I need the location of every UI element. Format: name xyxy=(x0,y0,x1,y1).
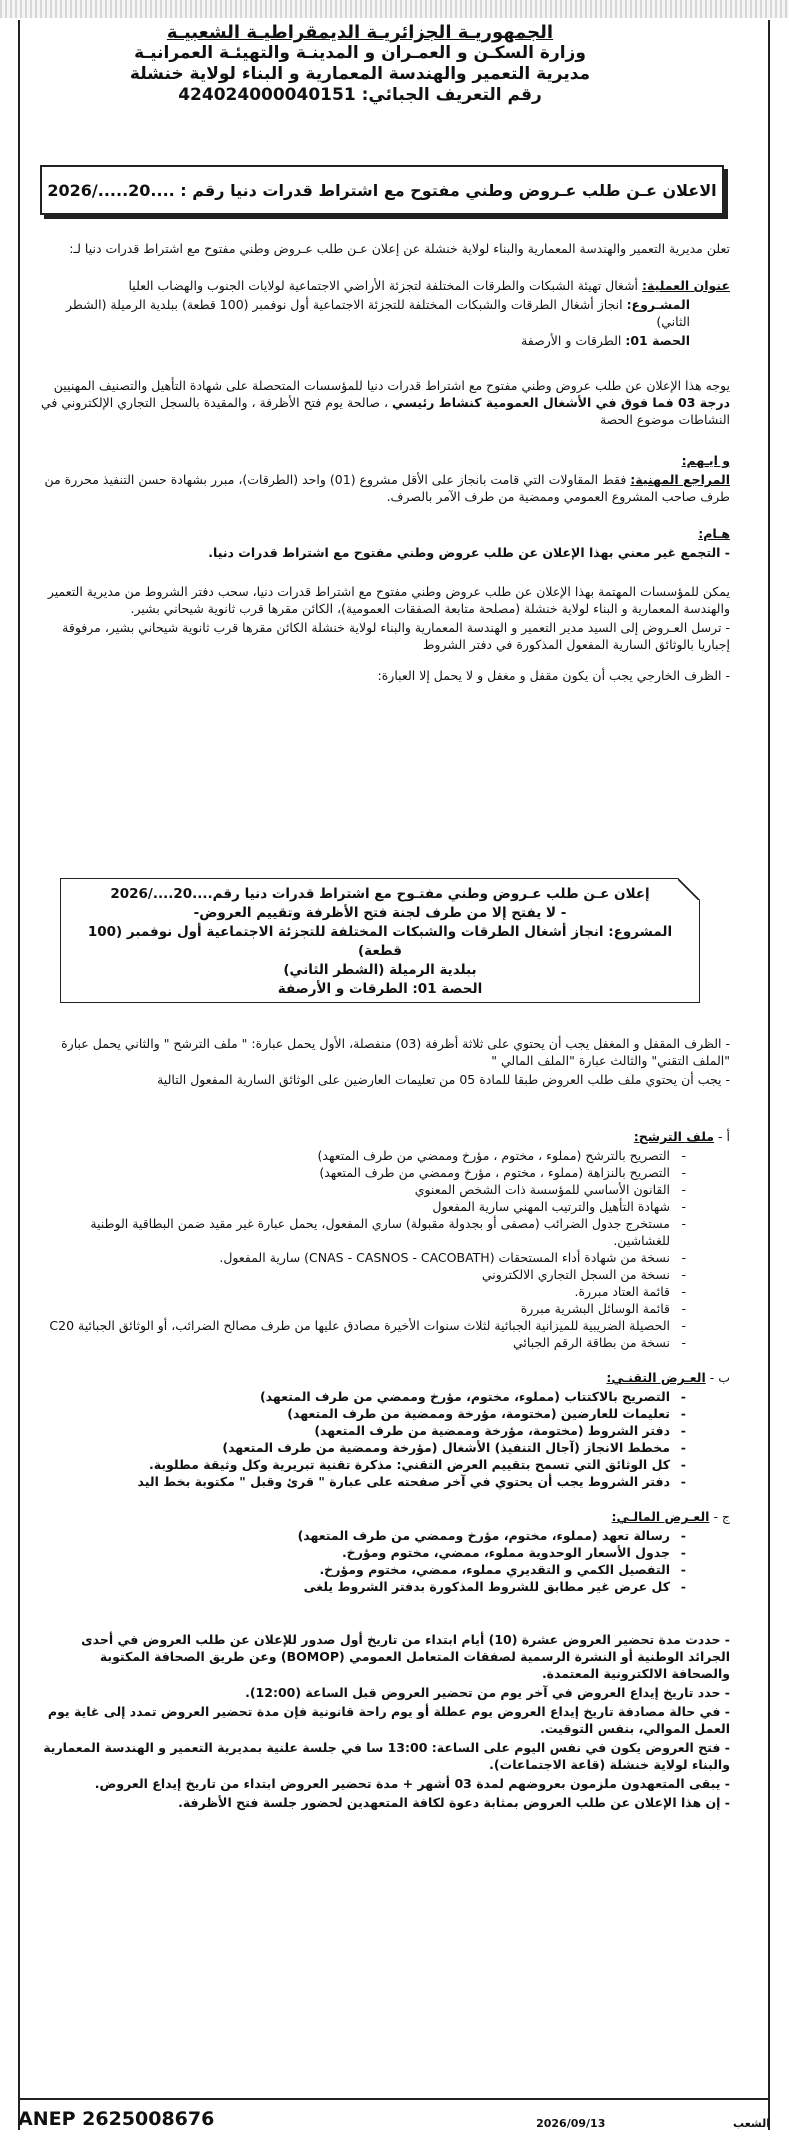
term-opening: - فتح العروض يكون في نفس اليوم على الساعة: 13:00 سا في جلسة علنية بمديرية التعمير و الهندسة المعمارية والبناء لولاية خنشلة (قاعة الاجتماعات). xyxy=(43,1740,730,1772)
financial-heading xyxy=(40,1508,730,1525)
tax-id: رقم التعريف الجبائي: 424024000040151 xyxy=(178,85,542,105)
term-deadline: - حددت مدة تحضير العروض عشرة (10) أيام ابتداء من تاريخ أول صدور للإعلان عن طلب العروض في أحدى الجرائد الوطنية أو النشرة الرسمية لصفقات المتعامل العمومي (BOMOP) وعن طريق الصحافة المكتوبة والصحافة الالكترونية المعتمدة. xyxy=(81,1632,730,1681)
addressed-to xyxy=(40,377,730,428)
send-text: - ترسل العـروض إلى السيد مدير التعمير و الهندسة المعمارية والبناء لولاية خنشلة الكائن مقرها قرب ثانوية شيحاني بشير، مرفوقة إجباريا بالوثائق السارية المفعول المذكورة في دفتر الشروط xyxy=(62,620,730,652)
project-line xyxy=(40,296,730,330)
publication-date: 2026/09/13 xyxy=(536,2117,606,2130)
candidacy-heading xyxy=(40,1128,730,1145)
important-text: - التجمع غير معني بهذا الإعلان عن طلب عروض وطني مفتوح مع اشتراط قدرات دنيا. xyxy=(208,545,730,560)
operation-label: عنوان العملية: xyxy=(642,278,730,293)
list-item: - قائمة الوسائل البشرية مبررة xyxy=(40,1300,670,1317)
folded-corner xyxy=(678,878,700,900)
notice-title-text: الاعلان عـن طلب عـروض وطني مفتوح مع اشتراط قدرات دنيا رقم : ....20...../2026 xyxy=(47,180,717,200)
paper-name: الشعب xyxy=(733,2117,770,2130)
envelope-rule-2: - يجب أن يحتوي ملف طلب العروض طبقا للمادة 05 من تعليمات العارضين على الوثائق السارية المفعول التالية xyxy=(157,1072,730,1087)
project-label: المشـروع: xyxy=(626,297,690,312)
important-heading xyxy=(40,525,730,542)
ministry-name: وزارة السكـن و العمـران و المدينـة والتهيئـة العمرانيـة xyxy=(134,43,586,63)
intro-text: تعلن مديرية التعمير والهندسة المعمارية والبناء لولاية خنشلة عن إعلان عـن طلب عـروض وطني مفتوح مع اشتراط قدرات دنيا لـ: xyxy=(69,241,730,256)
letterhead xyxy=(60,22,660,106)
list-item: - دفتر الشروط (مختومة، مؤرخة وممضية من طرف المتعهد) xyxy=(40,1422,670,1439)
financial-prefix: ج - xyxy=(713,1509,730,1524)
list-item: - التصريح بالترشح (مملوء ، مختوم ، مؤرخ وممضي من طرف المتعهد) xyxy=(40,1147,670,1164)
professional-refs xyxy=(40,471,730,505)
withdraw-text: يمكن للمؤسسات المهتمة بهذا الإعلان عن طلب عروض وطني مفتوح مع اشتراط قدرات دنيا، سحب دفتر الشروط من مديرية التعمير والهندسة المعمارية و البناء لولاية خنشلة (مصلحة متابعة الصفقات العمومية)، الكائن مقرها قرب ثانوية شيحاني بشير. xyxy=(47,584,730,616)
financial-label: العـرض المالـي: xyxy=(611,1509,710,1524)
term-invitation: - إن هذا الإعلان عن طلب العروض بمثابة دعوة لكافة المتعهدين لحضور جلسة فتح الأظرفة. xyxy=(178,1795,730,1810)
list-item: - رسالة تعهد (مملوء، مختوم، مؤرخ وممضي من طرف المتعهد) xyxy=(40,1527,670,1544)
notice-body xyxy=(40,240,730,686)
list-item: - مخطط الانجاز (آجال التنفيذ) الأشغال (مؤرخة وممضية من طرف المتعهد) xyxy=(40,1439,670,1456)
important-label: هـام: xyxy=(698,526,730,541)
addressed-end: ، صالحة يوم فتح الأظرفة ، والمقيدة بالسجل التجاري الإلكتروني في النشاطات موضوع الحصة xyxy=(41,395,730,427)
project-text: انجاز أشغال الطرقات والشبكات المختلفة للتجزئة الاجتماعية أول نوفمبر (100 قطعة) ببلدية الرميلة (الشطر الثاني) xyxy=(65,297,690,329)
refs-label: المراجع المهنية: xyxy=(630,472,730,487)
republic-name: الجمهوريـة الجزائريـة الديمقراطيـة الشعبيـة xyxy=(166,22,554,43)
list-item: - نسخة من بطاقة الرقم الجبائي xyxy=(40,1334,670,1351)
technical-heading xyxy=(40,1369,730,1386)
addressed-p1: يوجه هذا الإعلان عن طلب عروض وطني مفتوح مع اشتراط قدرات دنيا للمؤسسات المتحصلة على شهادة التأهيل والتصنيف المهنيين xyxy=(53,378,730,393)
directorate-name: مديرية التعمير والهندسة المعمارية و البناء لولاية خنشلة xyxy=(129,64,591,84)
list-item: - شهادة التأهيل والترتيب المهني سارية المفعول xyxy=(40,1198,670,1215)
page-footer xyxy=(18,2098,770,2130)
and-heading xyxy=(40,452,730,469)
list-item: - قائمة العتاد مبررة. xyxy=(40,1283,670,1300)
technical-label: العـرض التقنـي: xyxy=(606,1370,706,1385)
scan-edge xyxy=(0,0,789,18)
term-holiday: - في حالة مصادفة تاريخ إيداع العروض يوم عطلة أو يوم راحة قانونية فإن مدة تحضير العروض تمدد إلى غاية يوم العمل الموالي، بنفس التوقيت. xyxy=(47,1704,730,1736)
financial-section xyxy=(40,1508,730,1595)
final-terms xyxy=(40,1631,730,1811)
box-line-4: ببلدية الرميلة (الشطر الثاني) xyxy=(283,962,477,978)
lot-text: الطرقات و الأرصفة xyxy=(521,333,622,348)
notice-body-lower xyxy=(40,1035,730,1813)
list-item: - القانون الأساسي للمؤسسة ذات الشخص المعنوي xyxy=(40,1181,670,1198)
anep-reference: ANEP 2625008676 xyxy=(18,2108,215,2130)
list-item: - التصريح بالنزاهة (مملوء ، مختوم ، مؤرخ وممضي من طرف المتعهد) xyxy=(40,1164,670,1181)
operation-title xyxy=(40,277,730,294)
box-line-1: إعلان عـن طلب عـروض وطني مفتـوح مع اشتراط قدرات دنيا رقم....20..../2026 xyxy=(110,886,650,902)
list-item: - تعليمات للعارضين (مختومة، مؤرخة وممضية من طرف المتعهد) xyxy=(40,1405,670,1422)
candidacy-prefix: أ - xyxy=(718,1129,730,1144)
lot-label: الحصة 01: xyxy=(625,333,690,348)
candidacy-label: ملف الترشح: xyxy=(633,1129,715,1144)
addressed-grade: درجة 03 فما فوق في الأشغال العمومية كنشاط رئيسي xyxy=(392,395,730,410)
list-item: - كل الوثائق التي تسمح بتقييم العرض التقني: مذكرة تقنية تبريرية وكل وثيقة مطلوبة. xyxy=(40,1456,670,1473)
refs-text: فقط المقاولات التي قامت بانجاز على الأقل مشروع (01) واحد (الطرقات)، مبرر بشهادة حسن التنفيذ محررة من طرف صاحب المشروع العمومي وممضية من طرف الآمر بالصرف. xyxy=(44,472,730,504)
operation-text: أشغال تهيئة الشبكات والطرقات المختلفة لتجزئة الأراضي الاجتماعية لولايات الجنوب والهضاب العليا xyxy=(128,278,639,293)
list-item: - الحصيلة الضريبية للميزانية الجبائية لثلاث سنوات الأخيرة مصادق عليها من طرف مصالح الضرائب، أو الوثائق الجبائية C20 xyxy=(40,1317,670,1334)
and-label: و ايـهم: xyxy=(681,453,730,468)
candidacy-section xyxy=(40,1128,730,1351)
envelope-label-box xyxy=(60,878,700,1003)
list-item: - التفصيل الكمي و التقديري مملوء، ممضي، مختوم ومؤرخ. xyxy=(40,1561,670,1578)
box-line-5: الحصة 01: الطرقات و الأرصفة xyxy=(277,981,483,997)
envelope-rule-1: - الظرف المقفل و المغفل يجب أن يحتوي على ثلاثة أظرفة (03) منفصلة، الأول يحمل عبارة: " ملف الترشح " والثاني يحمل عبارة "الملف التقني" والثالث عبارة "الملف المالي " xyxy=(61,1036,730,1068)
technical-prefix: ب - xyxy=(709,1370,730,1385)
list-item: - نسخة من شهادة أداء المستحقات (CNAS - CASNOS - CACOBATH) سارية المفعول. xyxy=(40,1249,670,1266)
notice-title xyxy=(40,165,724,215)
lot-line xyxy=(40,332,730,349)
envelope-note: - الظرف الخارجي يجب أن يكون مقفل و مغفل و لا يحمل إلا العبارة: xyxy=(377,668,730,683)
box-line-3: المشروع: انجاز أشغال الطرقات والشبكات المختلفة للتجزئة الاجتماعية أول نوفمبر (100 قطعة) xyxy=(87,924,673,959)
box-line-2: - لا يفتح إلا من طرف لجنة فتح الأظرفة وتقييم العروض- xyxy=(193,905,567,921)
term-deposit-date: - حدد تاريخ إيداع العروض في آخر يوم من تحضير العروض قبل الساعة (12:00). xyxy=(245,1685,730,1700)
list-item: - مستخرج جدول الضرائب (مصفى أو بجدولة مقبولة) ساري المفعول، يحمل عبارة غير مقيد ضمن البطاقية الوطنية للغشاشين. xyxy=(40,1215,670,1249)
technical-section xyxy=(40,1369,730,1490)
list-item: - كل عرض غير مطابق للشروط المذكورة بدفتر الشروط يلغى xyxy=(40,1578,670,1595)
list-item: - نسخة من السجل التجاري الالكتروني xyxy=(40,1266,670,1283)
term-validity: - يبقى المتعهدون ملزمون بعروضهم لمدة 03 أشهر + مدة تحضير العروض ابتداء من تاريخ إيداع العروض. xyxy=(94,1776,730,1791)
publication-info xyxy=(536,2117,770,2130)
list-item: - دفتر الشروط يجب أن يحتوي في آخر صفحته على عبارة " قرئ وقبل " مكتوبة بخط اليد xyxy=(40,1473,670,1490)
list-item: - التصريح بالاكتتاب (مملوء، مختوم، مؤرخ وممضي من طرف المتعهد) xyxy=(40,1388,670,1405)
list-item: - جدول الأسعار الوحدوية مملوء، ممضي، مختوم ومؤرخ. xyxy=(40,1544,670,1561)
